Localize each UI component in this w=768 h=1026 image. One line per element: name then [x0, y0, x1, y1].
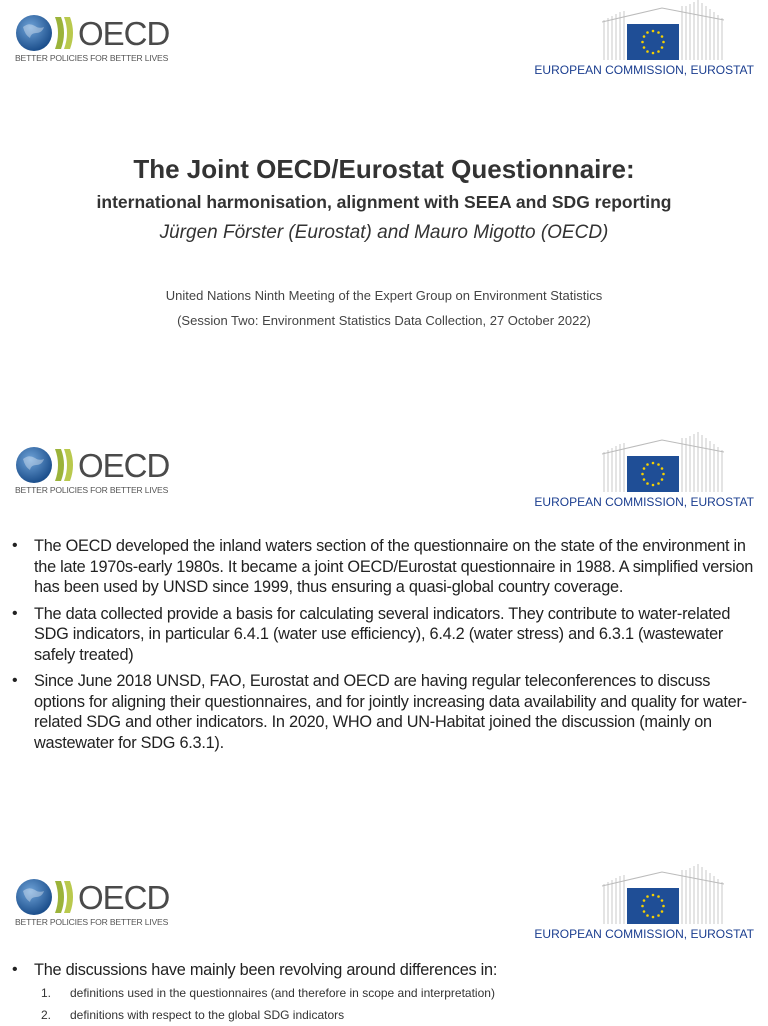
list-item: [0, 671, 760, 753]
slide-title: [0, 0, 768, 430]
ec-caption: EUROPEAN COMMISSION, EUROSTAT: [534, 495, 754, 509]
bullet-icon: •: [12, 604, 18, 622]
oecd-wordmark: OECD: [78, 879, 170, 916]
list-item: [0, 536, 760, 598]
oecd-globe-icon: [15, 13, 77, 53]
european-commission-logo: [602, 0, 724, 60]
oecd-tagline: BETTER POLICIES FOR BETTER LIVES: [15, 53, 169, 63]
bullet-icon: •: [12, 672, 18, 689]
item-number: 2.: [41, 1008, 52, 1022]
bullet-icon: •: [12, 537, 18, 554]
oecd-tagline: BETTER POLICIES FOR BETTER LIVES: [15, 485, 169, 495]
meeting-line-1: United Nations Ninth Meeting of the Expert Group on Environment Statistics: [165, 288, 603, 303]
item-text: definitions used in the questionnaires (and therefore in scope and interpretation): [70, 986, 495, 1000]
oecd-tagline: BETTER POLICIES FOR BETTER LIVES: [15, 917, 169, 927]
meeting-line-2: (Session Two: Environment Statistics Data Collection, 27 October 2022): [177, 313, 591, 328]
ec-building-flag-icon: [602, 864, 724, 924]
bullet-icon: •: [12, 961, 18, 978]
page-title: The Joint OECD/Eurostat Questionnaire:: [133, 154, 635, 184]
ec-caption: EUROPEAN COMMISSION, EUROSTAT: [534, 63, 754, 77]
oecd-globe-icon: [15, 445, 77, 485]
list-item-text: The discussions have mainly been revolving around differences in:: [34, 961, 498, 979]
numbered-item: [0, 1004, 740, 1026]
numbered-item: [0, 982, 740, 1004]
oecd-wordmark: OECD: [78, 15, 170, 52]
oecd-logo: [15, 877, 190, 932]
ec-building-flag-icon: [602, 432, 724, 492]
list-item: [0, 960, 760, 981]
european-commission-logo: [602, 432, 724, 492]
list-item-text: The OECD developed the inland waters section of the questionnaire on the state of the environment in the late 1970s-early 1980s. It became a joint OECD/Eurostat questionnaire in 1988. A simplified version has been used by UNSD since 1999, thus ensuring a quasi-global country coverage.: [34, 537, 754, 596]
numbered-list: [0, 982, 740, 1026]
authors: Jürgen Förster (Eurostat) and Mauro Migotto (OECD): [159, 222, 609, 243]
european-commission-logo: [602, 864, 724, 924]
oecd-logo: [15, 445, 190, 500]
oecd-logo: [15, 13, 190, 68]
page-subtitle: international harmonisation, alignment with SEEA and SDG reporting: [96, 192, 672, 212]
ec-building-flag-icon: [602, 0, 724, 60]
oecd-wordmark: OECD: [78, 447, 170, 484]
slide-background: [0, 432, 768, 862]
slide-discussions: [0, 864, 768, 1024]
bullet-list: [0, 536, 760, 759]
item-text: definitions with respect to the global SDG indicators: [70, 1008, 345, 1022]
list-item-text: The data collected provide a basis for calculating several indicators. They contribute to water-related SDG indicators, in particular 6.4.1 (water use efficiency), 6.4.2 (water stress) and 6.3.1 (wastewater safely treated): [34, 604, 731, 664]
ec-caption: EUROPEAN COMMISSION, EUROSTAT: [534, 927, 754, 941]
item-number: 1.: [41, 986, 52, 1000]
oecd-globe-icon: [15, 877, 77, 917]
list-item-text: Since June 2018 UNSD, FAO, Eurostat and OECD are having regular teleconferences to discuss options for aligning their questionnaires, and for jointly increasing data availability and quality for water-related SDG and other indicators. In 2020, WHO and UN-Habitat joined the discussion (mainly on wastewater for SDG 6.3.1).: [34, 672, 747, 752]
list-item: [0, 604, 760, 666]
